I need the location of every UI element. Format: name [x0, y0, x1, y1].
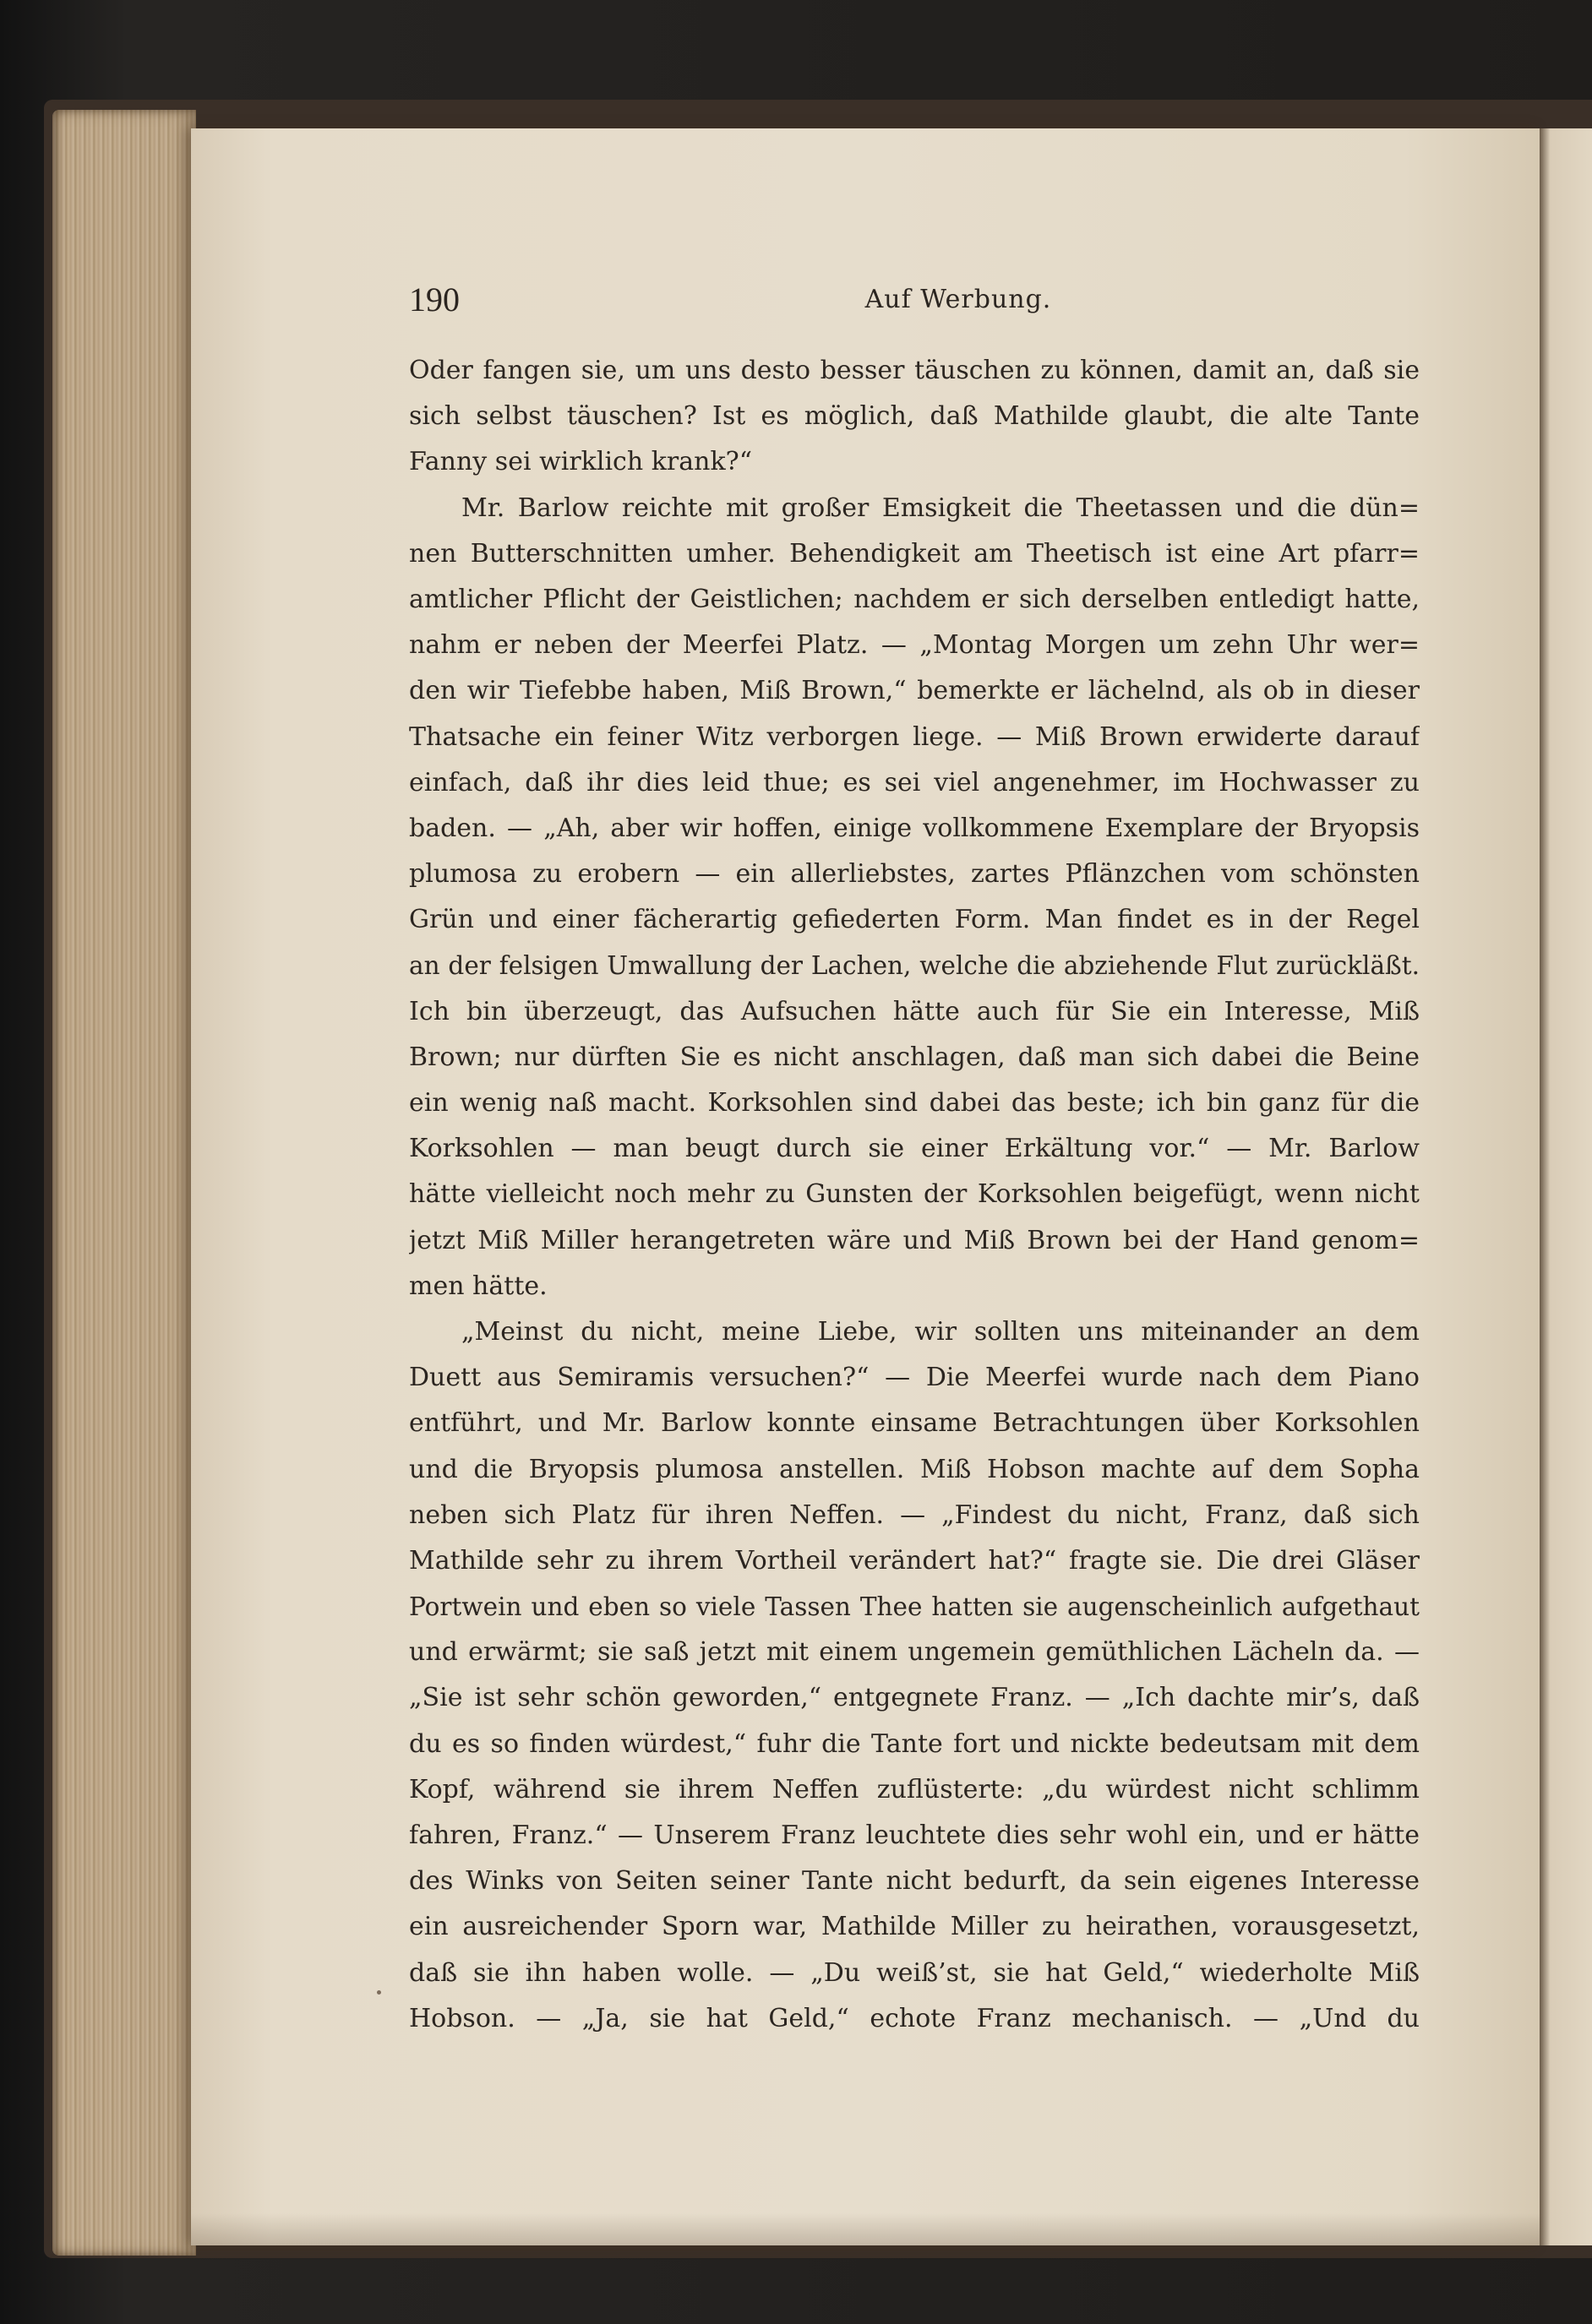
text-line: und die Bryopsis plumosa anstellen. Miß Hobson machte auf dem Sopha	[409, 1454, 1420, 1484]
next-page-edge	[1540, 128, 1592, 2245]
text-line: des Winks von Seiten seiner Tante nicht bedurft, da sein eigenes Interesse	[409, 1866, 1420, 1897]
text-line: baden. — „Ah, aber wir hoffen, einige vollkommene Exemplare der Bryopsis	[409, 813, 1420, 843]
text-line: Hobson. — „Ja, sie hat Geld,“ echote Franz mechanisch. — „Und du	[409, 2003, 1420, 2033]
text-line: neben sich Platz für ihren Neffen. — „Findest du nicht, Franz, daß sich	[409, 1499, 1420, 1530]
text-line: hätte vielleicht noch mehr zu Gunsten der Korksohlen beigefügt, wenn nicht	[409, 1179, 1420, 1210]
text-line: ein ausreichender Sporn war, Mathilde Miller zu heirathen, vorausgesetzt,	[409, 1912, 1420, 1942]
running-title: Auf Werbung.	[864, 285, 1052, 314]
text-line: Brown; nur dürften Sie es nicht anschlagen, daß man sich dabei die Beine	[409, 1042, 1420, 1072]
page-speck	[377, 1990, 381, 1995]
text-line: Fanny sei wirklich krank?“	[409, 447, 753, 477]
text-line: Grün und einer fächerartig gefiederten Form. Man findet es in der Regel	[409, 905, 1420, 935]
text-line: daß sie ihn haben wolle. — „Du weiß’st, sie hat Geld,“ wiederholte Miß	[409, 1957, 1420, 1988]
text-line: Duett aus Semiramis versuchen?“ — Die Meerfei wurde nach dem Piano	[409, 1363, 1420, 1393]
body-text	[409, 348, 1420, 2042]
text-line: Thatsache ein feiner Witz verborgen liege. — Miß Brown erwiderte darauf	[409, 721, 1420, 752]
text-line: Ich bin überzeugt, das Aufsuchen hätte auch für Sie ein Interesse, Miß	[409, 996, 1420, 1026]
text-line: sich selbst täuschen? Ist es möglich, daß Mathilde glaubt, die alte Tante	[409, 401, 1420, 432]
text-line: plumosa zu erobern — ein allerliebstes, zartes Pflänzchen vom schönsten	[409, 859, 1420, 890]
text-line: du es so finden würdest,“ fuhr die Tante fort und nickte bedeutsam mit dem	[409, 1728, 1420, 1759]
page-stack-edge	[52, 110, 196, 2256]
text-line: fahren, Franz.“ — Unserem Franz leuchtete dies sehr wohl ein, und er hätte	[409, 1821, 1420, 1850]
text-line: an der felsigen Umwallung der Lachen, welche die abziehende Flut zurückläßt.	[409, 951, 1420, 981]
page-header	[409, 279, 1420, 321]
page-shadow	[191, 2213, 1540, 2245]
text-line: einfach, daß ihr dies leid thue; es sei viel angenehmer, im Hochwasser zu	[409, 767, 1420, 797]
text-line: Oder fangen sie, um uns desto besser täuschen zu können, damit an, daß sie	[409, 356, 1420, 385]
text-line: den wir Tiefebbe haben, Miß Brown,“ bemerkte er lächelnd, als ob in dieser	[409, 676, 1420, 706]
text-line: Mr. Barlow reichte mit großer Emsigkeit die Theetassen und die dün=	[461, 493, 1420, 523]
text-line: Portwein und eben so viele Tassen Thee hatten sie augenscheinlich aufgethaut	[409, 1592, 1420, 1622]
page-number: 190	[409, 280, 460, 318]
text-line: „Sie ist sehr schön geworden,“ entgegnete Franz. — „Ich dachte mir’s, daß	[409, 1683, 1420, 1713]
text-line: entführt, und Mr. Barlow konnte einsame Betrachtungen über Korksohlen	[409, 1408, 1420, 1439]
text-line: ein wenig naß macht. Korksohlen sind dabei das beste; ich bin ganz für die	[409, 1088, 1420, 1118]
text-line: amtlicher Pflicht der Geistlichen; nachdem er sich derselben entledigt hatte,	[409, 584, 1420, 614]
text-line: „Meinst du nicht, meine Liebe, wir sollten uns miteinander an dem	[461, 1316, 1420, 1347]
text-line: und erwärmt; sie saß jetzt mit einem ungemein gemüthlichen Lächeln da. —	[409, 1637, 1420, 1668]
text-line: nen Butterschnitten umher. Behendigkeit am Theetisch ist eine Art pfarr=	[409, 538, 1420, 569]
text-line: nahm er neben der Meerfei Platz. — „Montag Morgen um zehn Uhr wer=	[409, 630, 1420, 661]
text-line: Mathilde sehr zu ihrem Vortheil verändert hat?“ fragte sie. Die drei Gläser	[409, 1545, 1420, 1576]
text-line: Kopf, während sie ihrem Neffen zuflüsterte: „du würdest nicht schlimm	[409, 1774, 1420, 1804]
text-line: Korksohlen — man beugt durch sie einer Erkältung vor.“ — Mr. Barlow	[409, 1134, 1420, 1164]
text-line: men hätte.	[409, 1271, 548, 1301]
text-line: jetzt Miß Miller herangetreten wäre und Miß Brown bei der Hand genom=	[409, 1225, 1420, 1255]
